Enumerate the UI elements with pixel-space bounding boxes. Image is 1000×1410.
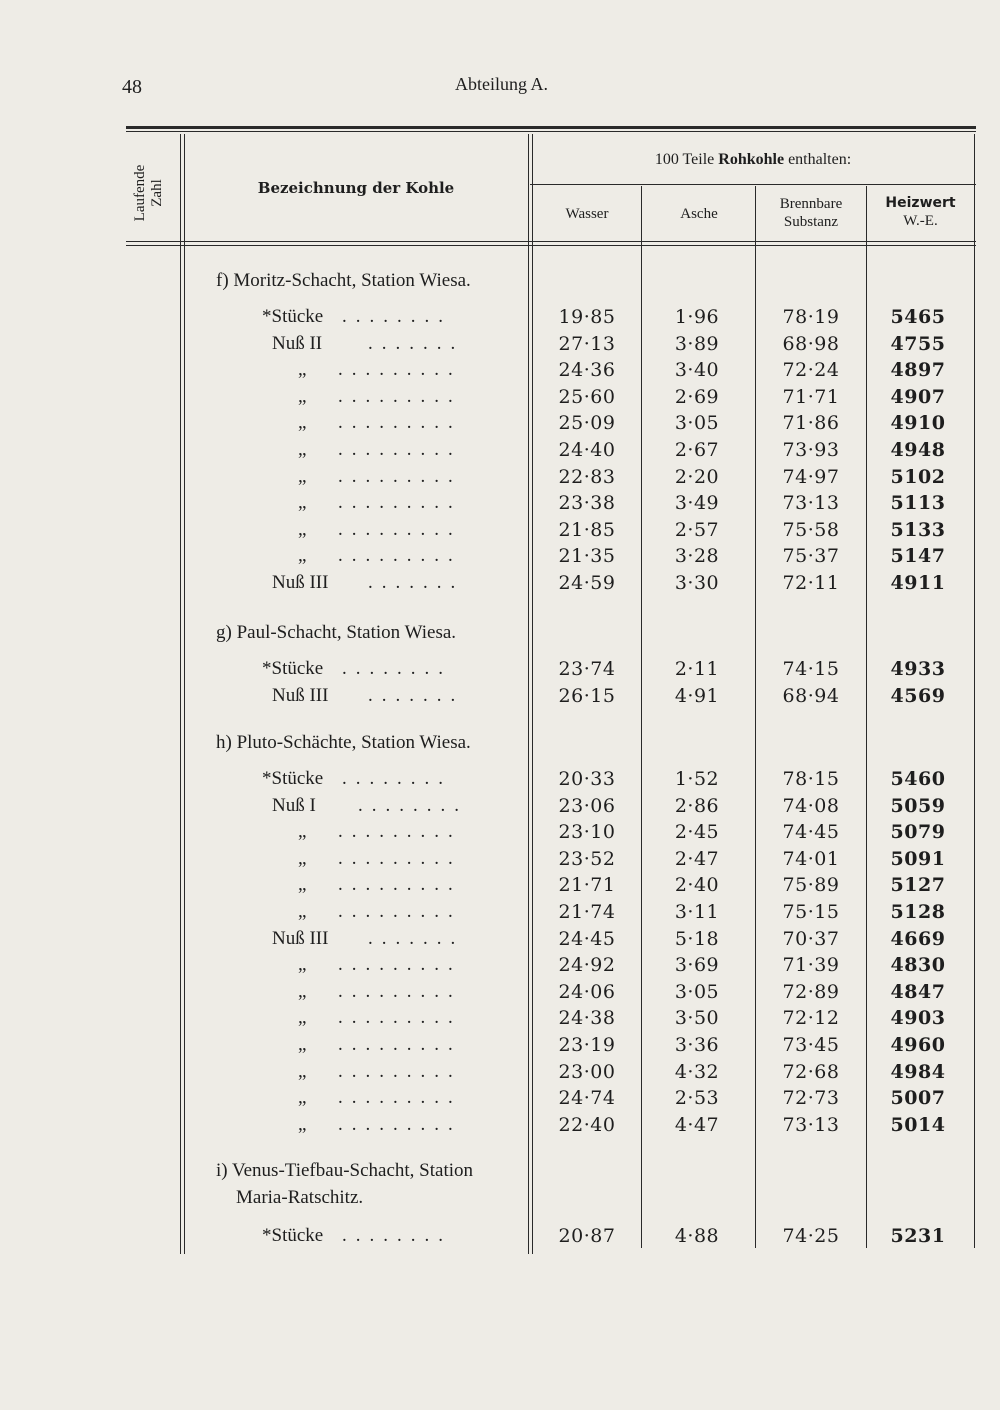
section-title: f) Moritz-Schacht, Station Wiesa. — [216, 270, 471, 291]
cell-brennbare: 72·12 — [782, 1007, 840, 1030]
cell-asche: 3·11 — [674, 901, 720, 923]
cell-heizwert: 5127 — [890, 874, 946, 897]
cell-wasser: 23·10 — [558, 821, 616, 844]
leader-dots: ......... — [338, 874, 462, 896]
leader-dots: ......... — [338, 1007, 462, 1029]
cell-asche: 4·91 — [674, 684, 720, 707]
header-laufende-line2: Zahl — [149, 179, 165, 207]
row-label: „ — [298, 874, 307, 896]
cell-asche: 2·53 — [674, 1087, 720, 1110]
cell-asche: 2·69 — [674, 385, 720, 408]
row-label: „ — [298, 1087, 307, 1109]
cell-asche: 2·11 — [674, 658, 720, 680]
row-label: „ — [298, 954, 307, 976]
col-divider-right — [974, 134, 975, 1248]
cell-heizwert: 4669 — [890, 927, 946, 950]
cell-asche: 3·50 — [674, 1007, 720, 1030]
cell-wasser: 19·85 — [558, 306, 616, 328]
row-label: Nuß III — [272, 684, 329, 706]
cell-heizwert: 5128 — [890, 901, 946, 923]
cell-asche: 2·40 — [674, 874, 720, 897]
row-label: *Stücke — [262, 306, 324, 327]
cell-heizwert: 4755 — [890, 332, 946, 355]
header-brennbare-substanz — [756, 195, 866, 231]
cell-wasser: 21·85 — [558, 518, 616, 541]
header-laufende-line1: Laufende — [132, 164, 148, 222]
cell-brennbare: 68·94 — [782, 684, 840, 707]
cell-brennbare: 72·11 — [782, 572, 840, 594]
cell-asche: 3·89 — [674, 332, 720, 355]
cell-wasser: 23·00 — [558, 1060, 616, 1083]
header-group-pre: 100 Teile — [654, 151, 719, 168]
leader-dots: ......... — [338, 439, 462, 460]
cell-asche: 2·47 — [674, 847, 720, 870]
row-label: Nuß III — [272, 927, 329, 949]
leader-dots: ......... — [338, 359, 462, 381]
cell-wasser: 24·92 — [558, 954, 616, 977]
cell-asche: 1·96 — [674, 306, 720, 328]
cell-brennbare: 74·25 — [782, 1225, 840, 1247]
cell-wasser: 21·74 — [558, 901, 616, 923]
cell-brennbare: 71·86 — [782, 412, 840, 435]
cell-heizwert: 5014 — [890, 1113, 946, 1136]
row-label: Nuß III — [272, 572, 329, 593]
cell-brennbare: 72·24 — [782, 359, 840, 382]
header-bezeichnung: Bezeichnung der Kohle — [257, 179, 455, 197]
cell-asche: 4·47 — [674, 1113, 720, 1136]
cell-wasser: 24·45 — [558, 927, 616, 950]
cell-brennbare: 78·19 — [782, 306, 840, 328]
cell-asche: 3·69 — [674, 954, 720, 977]
cell-heizwert: 5113 — [890, 492, 946, 515]
leader-dots: ........ — [342, 658, 452, 679]
col-divider-5 — [866, 186, 867, 1248]
cell-wasser: 23·06 — [558, 794, 616, 817]
cell-wasser: 26·15 — [558, 684, 616, 707]
header-bottom-rule-2 — [126, 245, 976, 246]
row-label: *Stücke — [262, 1225, 324, 1246]
row-label: „ — [298, 1034, 307, 1055]
leader-dots: ......... — [338, 518, 462, 540]
header-group — [532, 151, 974, 169]
cell-heizwert: 5102 — [890, 465, 946, 488]
leader-dots: ....... — [368, 927, 465, 949]
cell-asche: 2·20 — [674, 465, 720, 488]
section-title: h) Pluto-Schächte, Station Wiesa. — [216, 732, 471, 753]
cell-wasser: 23·52 — [558, 847, 616, 870]
cell-heizwert: 4948 — [890, 439, 946, 461]
row-label: „ — [298, 1007, 307, 1029]
cell-brennbare: 75·58 — [782, 518, 840, 541]
cell-asche: 2·45 — [674, 821, 720, 844]
cell-heizwert: 5465 — [890, 306, 946, 328]
cell-wasser: 20·33 — [558, 768, 616, 790]
cell-heizwert: 4911 — [890, 572, 946, 594]
cell-asche: 4·88 — [674, 1225, 720, 1247]
leader-dots: ......... — [338, 412, 462, 434]
table-top-rule — [126, 126, 976, 129]
cell-asche: 2·67 — [674, 439, 720, 461]
section-title-line2: Maria-Ratschitz. — [236, 1187, 364, 1208]
leader-dots: ......... — [338, 1087, 462, 1109]
header-heizwert-l1: Heizwert — [885, 195, 956, 211]
row-label: „ — [298, 1060, 307, 1082]
header-laufende-zahl — [132, 148, 174, 238]
cell-wasser: 21·35 — [558, 545, 616, 568]
leader-dots: ......... — [338, 385, 462, 407]
cell-brennbare: 74·15 — [782, 658, 840, 680]
cell-asche: 3·05 — [674, 980, 720, 1003]
row-label: „ — [298, 847, 307, 869]
header-group-bold: Rohkohle — [718, 151, 785, 168]
cell-heizwert: 5147 — [890, 545, 946, 568]
leader-dots: ........ — [342, 1225, 452, 1246]
cell-wasser: 25·09 — [558, 412, 616, 435]
cell-asche: 2·57 — [674, 518, 720, 541]
cell-brennbare: 70·37 — [782, 927, 840, 950]
cell-brennbare: 74·45 — [782, 821, 840, 844]
cell-heizwert: 4897 — [890, 359, 946, 382]
cell-wasser: 24·40 — [558, 439, 616, 461]
row-label: „ — [298, 1113, 307, 1135]
row-label: *Stücke — [262, 658, 324, 679]
cell-wasser: 20·87 — [558, 1225, 616, 1247]
cell-heizwert: 5091 — [890, 847, 946, 870]
cell-wasser: 23·19 — [558, 1034, 616, 1056]
cell-asche: 4·32 — [674, 1060, 720, 1083]
header-heizwert — [867, 195, 974, 230]
header-group-post: enthalten: — [784, 151, 852, 168]
leader-dots: ......... — [338, 1060, 462, 1082]
header-brennbare-l1: Brennbare — [779, 196, 843, 212]
leader-dots: ......... — [338, 980, 462, 1002]
cell-heizwert: 4907 — [890, 385, 946, 408]
cell-brennbare: 71·71 — [782, 385, 840, 408]
cell-heizwert: 4830 — [890, 954, 946, 977]
cell-brennbare: 75·37 — [782, 545, 840, 568]
leader-dots: ....... — [368, 332, 465, 354]
cell-asche: 2·86 — [674, 794, 720, 817]
leader-dots: ........ — [342, 306, 452, 327]
cell-heizwert: 5231 — [890, 1225, 946, 1247]
leader-dots: ......... — [338, 954, 462, 976]
group-header-rule — [530, 184, 976, 185]
cell-brennbare: 72·89 — [782, 980, 840, 1003]
row-label: „ — [298, 439, 307, 460]
cell-asche: 3·28 — [674, 545, 720, 568]
cell-wasser: 22·40 — [558, 1113, 616, 1136]
cell-heizwert: 5133 — [890, 518, 946, 541]
col-divider-2 — [528, 134, 529, 1254]
leader-dots: ......... — [338, 821, 462, 843]
leader-dots: ......... — [338, 1113, 462, 1135]
row-label: *Stücke — [262, 768, 324, 789]
cell-wasser: 27·13 — [558, 332, 616, 355]
cell-brennbare: 71·39 — [782, 954, 840, 977]
cell-brennbare: 73·45 — [782, 1034, 840, 1056]
row-label: Nuß I — [272, 794, 316, 816]
cell-brennbare: 75·15 — [782, 901, 840, 923]
cell-brennbare: 75·89 — [782, 874, 840, 897]
running-head: Abteilung A. — [455, 74, 548, 94]
cell-asche: 3·49 — [674, 492, 720, 515]
header-bottom-rule — [126, 241, 976, 242]
leader-dots: ....... — [368, 572, 465, 593]
table-top-rule-thin — [126, 131, 976, 132]
cell-heizwert: 5059 — [890, 794, 946, 817]
cell-heizwert: 5079 — [890, 821, 946, 844]
cell-wasser: 23·38 — [558, 492, 616, 515]
row-label: Nuß II — [272, 332, 323, 354]
cell-heizwert: 4910 — [890, 412, 946, 435]
row-label: „ — [298, 465, 307, 487]
cell-brennbare: 73·93 — [782, 439, 840, 461]
header-brennbare-l2: Substanz — [783, 214, 839, 230]
leader-dots: ......... — [338, 1034, 462, 1055]
cell-brennbare: 73·13 — [782, 1113, 840, 1136]
row-label: „ — [298, 412, 307, 434]
cell-asche: 1·52 — [674, 768, 720, 790]
cell-wasser: 24·38 — [558, 1007, 616, 1030]
cell-wasser: 24·74 — [558, 1087, 616, 1110]
col-divider-1b — [184, 134, 185, 1254]
cell-wasser: 24·59 — [558, 572, 616, 594]
leader-dots: ......... — [338, 545, 462, 567]
cell-wasser: 24·06 — [558, 980, 616, 1003]
header-heizwert-l2: W.-E. — [903, 213, 938, 229]
row-label: „ — [298, 359, 307, 381]
leader-dots: ......... — [338, 847, 462, 869]
leader-dots: ......... — [338, 492, 462, 514]
cell-wasser: 24·36 — [558, 359, 616, 382]
cell-heizwert: 4847 — [890, 980, 946, 1003]
cell-brennbare: 68·98 — [782, 332, 840, 355]
row-label: „ — [298, 901, 307, 922]
cell-asche: 3·30 — [674, 572, 720, 594]
leader-dots: ........ — [342, 768, 452, 789]
section-title: i) Venus-Tiefbau-Schacht, Station — [216, 1160, 474, 1181]
leader-dots: ......... — [338, 901, 462, 922]
row-label: „ — [298, 545, 307, 567]
cell-heizwert: 5460 — [890, 768, 946, 790]
cell-asche: 5·18 — [674, 927, 720, 950]
cell-brennbare: 74·01 — [782, 847, 840, 870]
leader-dots: ........ — [358, 794, 468, 816]
cell-brennbare: 72·68 — [782, 1060, 840, 1083]
cell-brennbare: 78·15 — [782, 768, 840, 790]
cell-wasser: 23·74 — [558, 658, 616, 680]
header-asche: Asche — [680, 206, 718, 222]
cell-heizwert: 4569 — [890, 684, 946, 707]
cell-asche: 3·36 — [674, 1034, 720, 1056]
cell-asche: 3·40 — [674, 359, 720, 382]
cell-wasser: 22·83 — [558, 465, 616, 488]
header-wasser: Wasser — [565, 206, 609, 222]
row-label: „ — [298, 980, 307, 1002]
cell-brennbare: 74·08 — [782, 794, 840, 817]
leader-dots: ......... — [338, 465, 462, 487]
leader-dots: ....... — [368, 684, 465, 706]
cell-heizwert: 4933 — [890, 658, 946, 680]
cell-asche: 3·05 — [674, 412, 720, 435]
cell-brennbare: 74·97 — [782, 465, 840, 488]
cell-heizwert: 4960 — [890, 1034, 946, 1056]
cell-brennbare: 73·13 — [782, 492, 840, 515]
cell-wasser: 21·71 — [558, 874, 616, 897]
cell-heizwert: 4984 — [890, 1060, 946, 1083]
cell-brennbare: 72·73 — [782, 1087, 840, 1110]
col-divider-1 — [180, 134, 181, 1254]
row-label: „ — [298, 518, 307, 540]
row-label: „ — [298, 821, 307, 843]
cell-heizwert: 5007 — [890, 1087, 946, 1110]
row-label: „ — [298, 492, 307, 514]
cell-heizwert: 4903 — [890, 1007, 946, 1030]
section-title: g) Paul-Schacht, Station Wiesa. — [216, 622, 457, 643]
page-number: 48 — [122, 76, 142, 98]
cell-wasser: 25·60 — [558, 385, 616, 408]
row-label: „ — [298, 385, 307, 407]
